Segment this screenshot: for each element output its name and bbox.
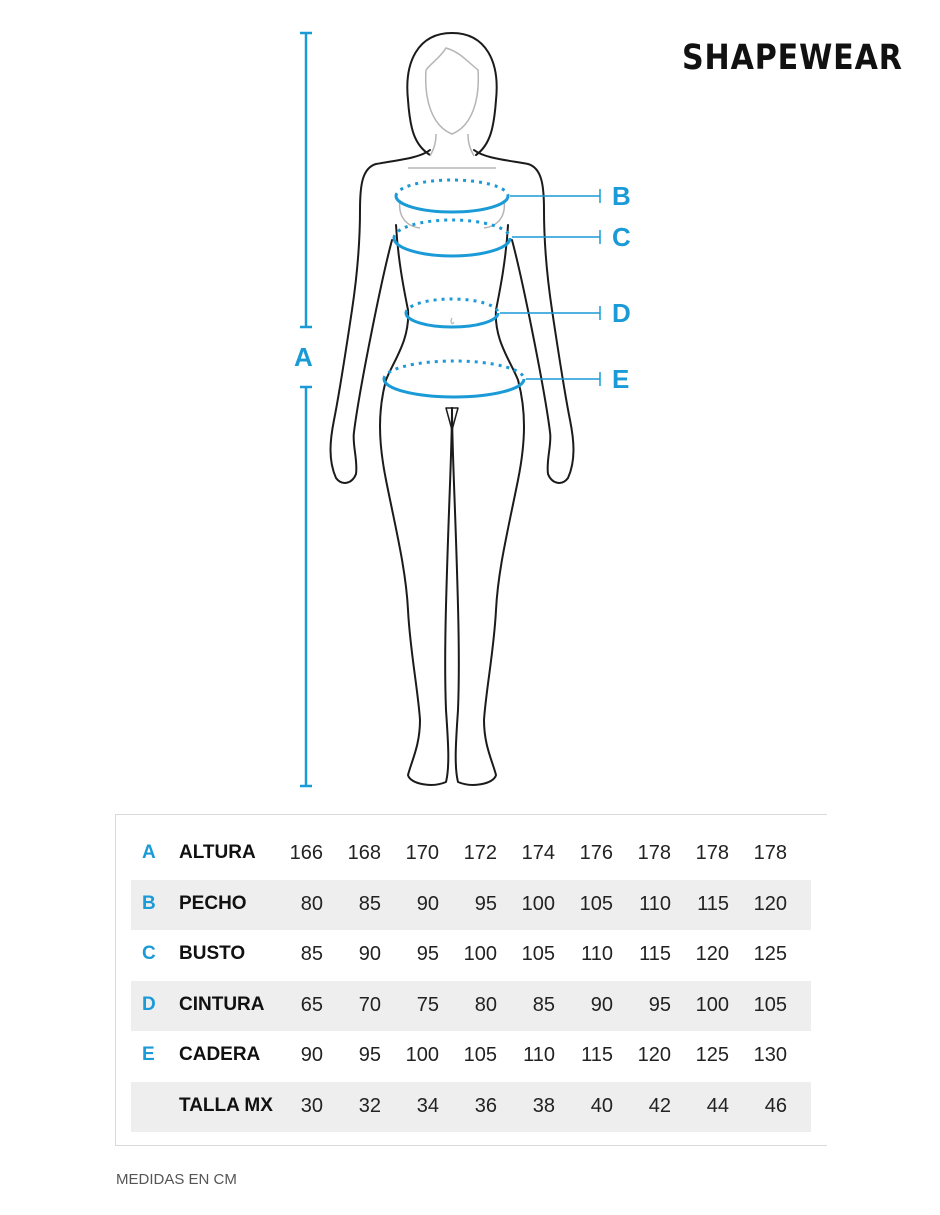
row-letter: C (142, 943, 156, 964)
row-name: TALLA MX (179, 1095, 273, 1116)
cell: 115 (639, 943, 671, 965)
cell: 90 (300, 1044, 323, 1066)
cell: 80 (300, 893, 323, 915)
cell: 95 (358, 1044, 381, 1066)
cell: 178 (637, 842, 671, 864)
cell: 95 (648, 994, 671, 1016)
cell: 85 (358, 893, 381, 915)
cell: 120 (637, 1044, 671, 1066)
label-e: E (612, 364, 630, 394)
cell: 100 (405, 1044, 439, 1066)
cell: 44 (706, 1095, 729, 1117)
row-name: CADERA (179, 1044, 261, 1065)
cell: 80 (474, 994, 497, 1016)
brand-logo: SHAPEWEAR (682, 38, 903, 78)
cell: 166 (289, 842, 323, 864)
label-b: B (612, 181, 631, 211)
cell: 120 (695, 943, 729, 965)
cell: 105 (521, 943, 555, 965)
cell: 178 (695, 842, 729, 864)
cell: 130 (753, 1044, 787, 1066)
cell: 90 (590, 994, 613, 1016)
row-name: ALTURA (179, 842, 256, 863)
cell: 70 (358, 994, 381, 1016)
row-letter: D (142, 994, 156, 1015)
label-a: A (294, 342, 313, 372)
row-letter: E (142, 1044, 155, 1065)
cell: 115 (697, 893, 729, 915)
label-c: C (612, 222, 631, 252)
row-letter: B (142, 893, 156, 914)
cell: 90 (416, 893, 439, 915)
table-row-pecho (131, 880, 811, 930)
cell: 100 (521, 893, 555, 915)
row-name: BUSTO (179, 943, 246, 964)
cell: 95 (474, 893, 497, 915)
cell: 40 (590, 1095, 613, 1117)
cell: 105 (463, 1044, 497, 1066)
table-row-busto (131, 930, 811, 980)
table-row-talla-mx (131, 1082, 811, 1132)
cell: 100 (695, 994, 729, 1016)
cell: 100 (463, 943, 497, 965)
cell: 75 (416, 994, 439, 1016)
cell: 125 (753, 943, 787, 965)
cell: 174 (521, 842, 555, 864)
measurement-rings (384, 180, 600, 397)
units-footnote: MEDIDAS EN CM (116, 1171, 237, 1188)
row-name: CINTURA (179, 994, 265, 1015)
table-row-altura (131, 829, 811, 879)
cell: 110 (523, 1044, 555, 1066)
cell: 90 (358, 943, 381, 965)
height-line-a (300, 33, 312, 786)
cell: 172 (463, 842, 497, 864)
cell: 65 (300, 994, 323, 1016)
cell: 110 (581, 943, 613, 965)
table-row-cadera (131, 1031, 811, 1081)
cell: 46 (764, 1095, 787, 1117)
cell: 34 (416, 1095, 439, 1117)
cell: 32 (358, 1095, 381, 1117)
cell: 36 (474, 1095, 497, 1117)
cell: 105 (753, 994, 787, 1016)
cell: 168 (347, 842, 381, 864)
size-table (115, 814, 827, 1146)
cell: 95 (416, 943, 439, 965)
cell: 178 (753, 842, 787, 864)
cell: 120 (753, 893, 787, 915)
body-outline (331, 33, 574, 785)
cell: 170 (405, 842, 439, 864)
cell: 85 (300, 943, 323, 965)
cell: 110 (639, 893, 671, 915)
cell: 105 (579, 893, 613, 915)
cell: 125 (695, 1044, 729, 1066)
face-outline (400, 48, 505, 324)
row-name: PECHO (179, 893, 247, 914)
cell: 115 (581, 1044, 613, 1066)
cell: 30 (300, 1095, 323, 1117)
table-row-cintura (131, 981, 811, 1031)
row-letter: A (142, 842, 156, 863)
cell: 42 (648, 1095, 671, 1117)
cell: 38 (532, 1095, 555, 1117)
cell: 85 (532, 994, 555, 1016)
cell: 176 (579, 842, 613, 864)
label-d: D (612, 298, 631, 328)
